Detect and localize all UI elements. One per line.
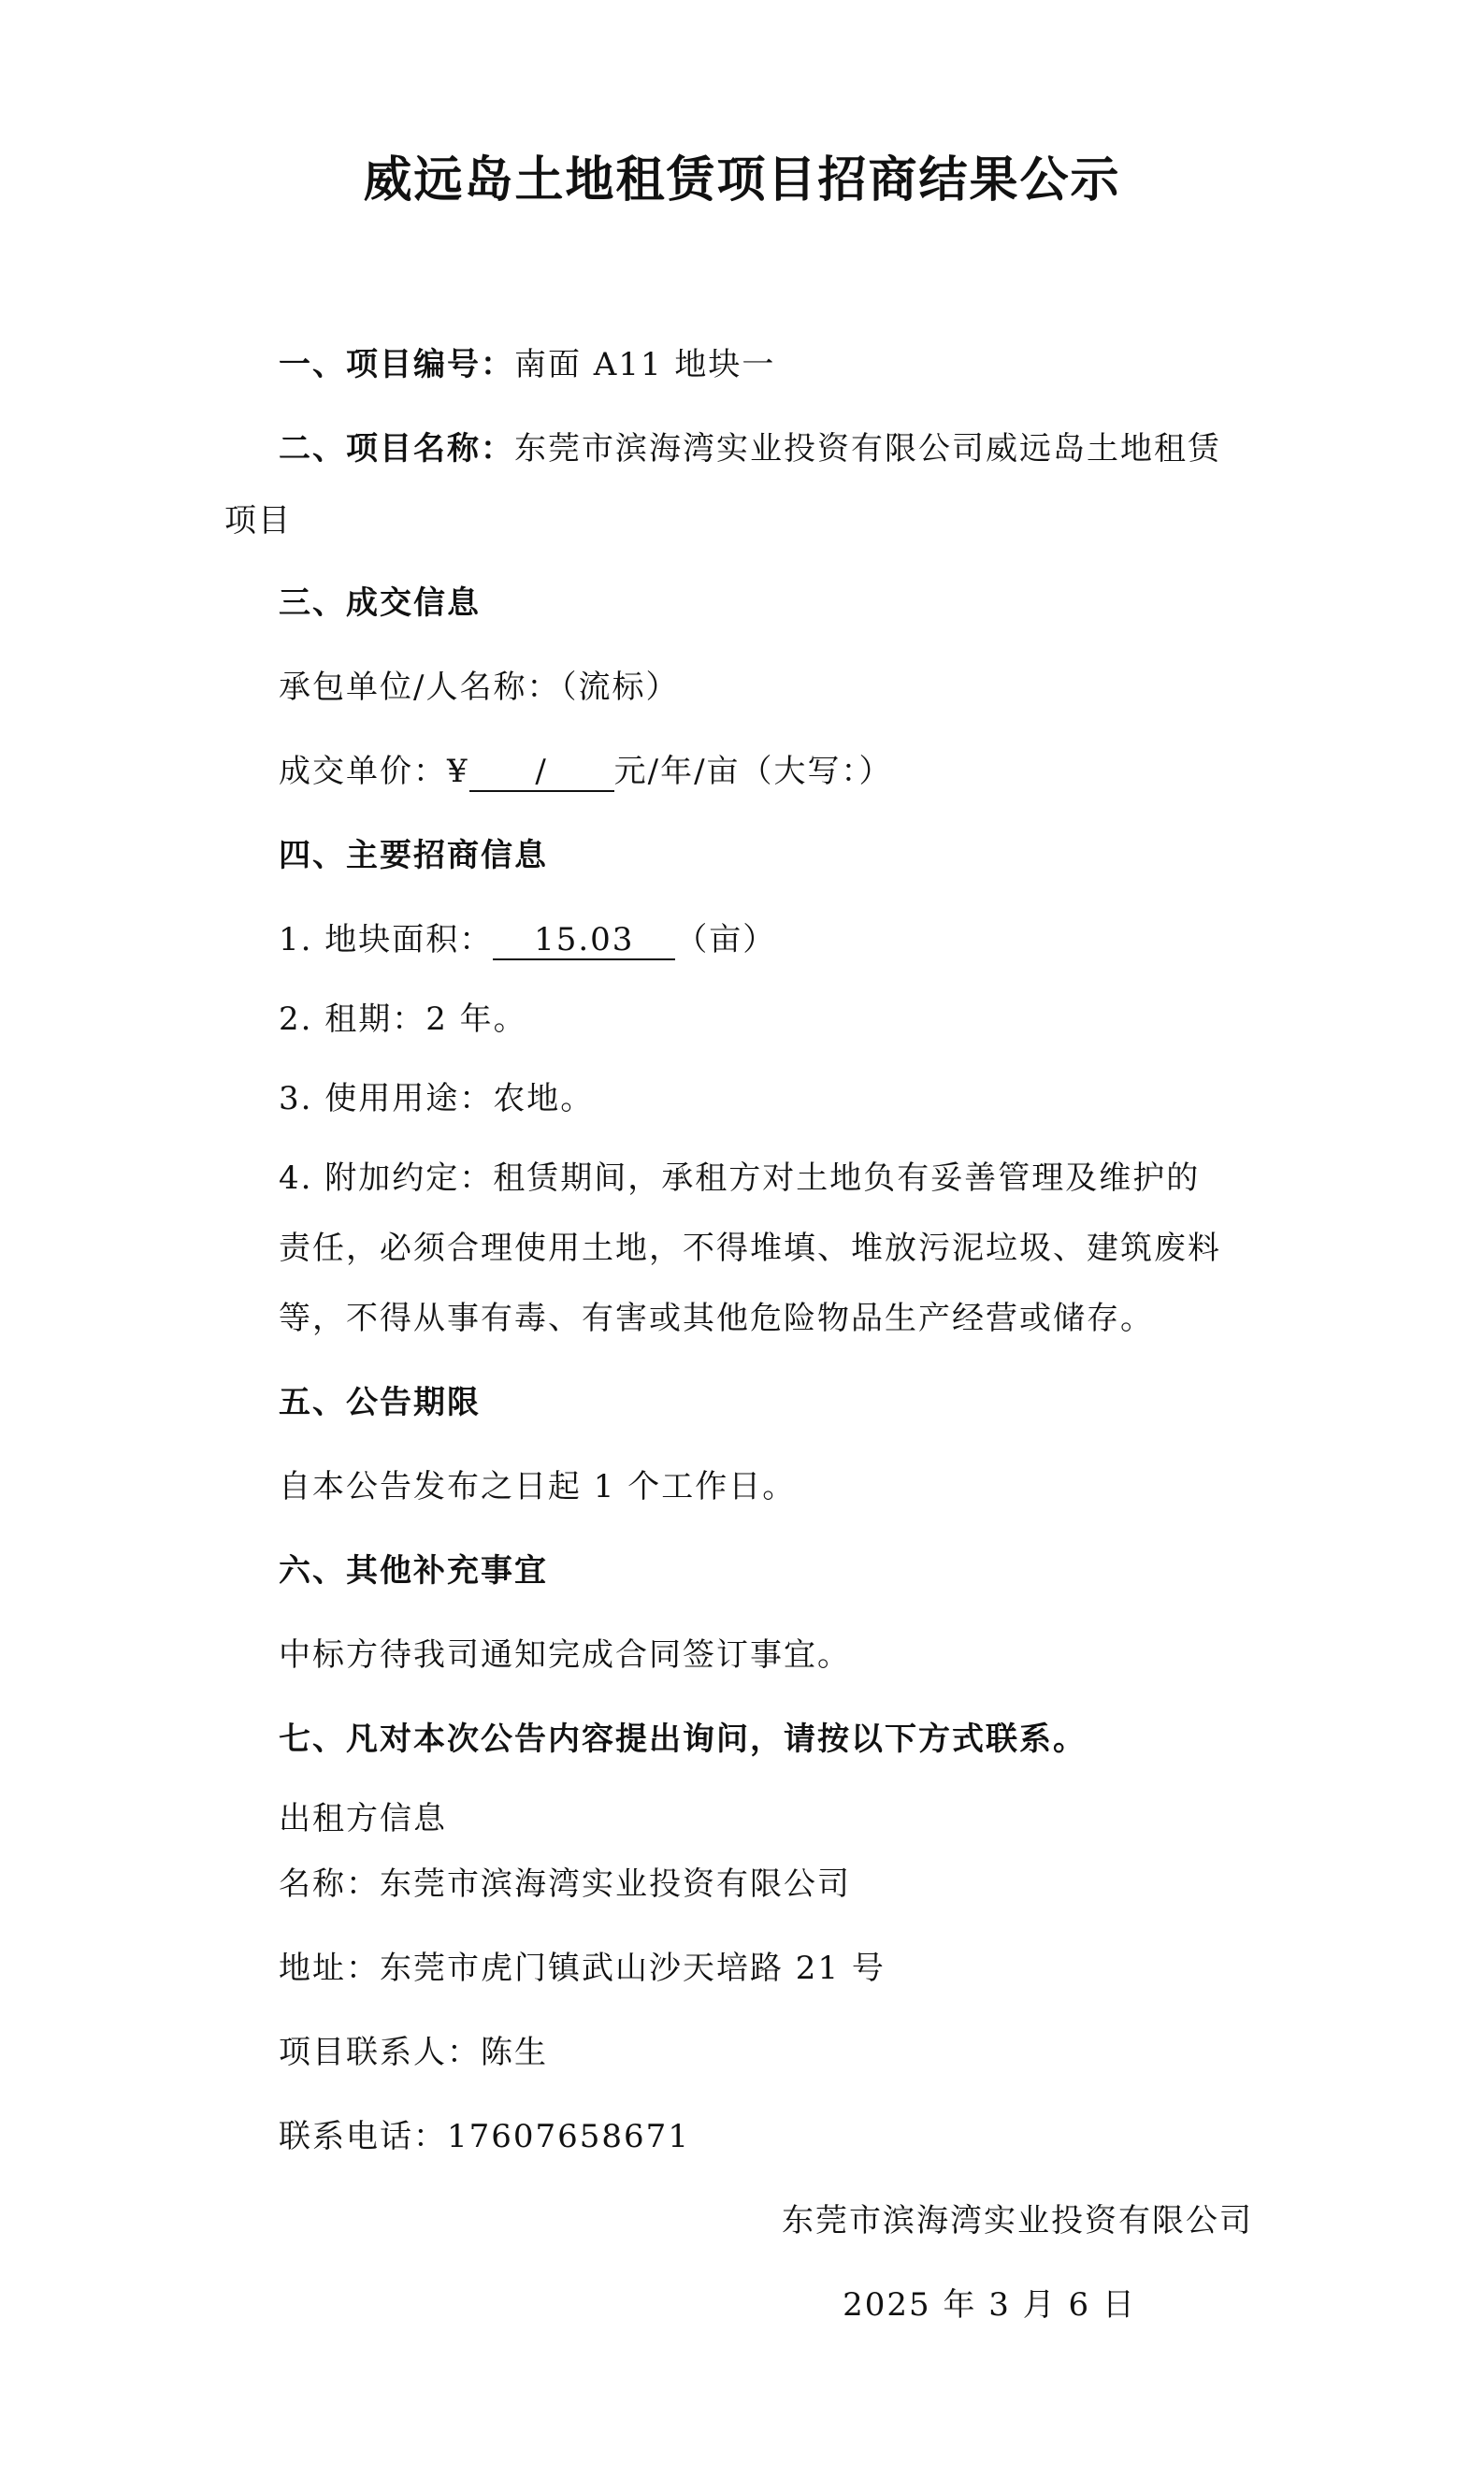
lease-term-line: 2. 租期：2 年。 xyxy=(279,1001,527,1038)
price-label: 成交单价：¥ xyxy=(279,753,469,790)
other-matters-text: 中标方待我司通知完成合同签订事宜。 xyxy=(279,1636,851,1674)
price-value: / xyxy=(469,753,614,792)
project-number-value: 南面 A11 地块一 xyxy=(514,346,776,383)
notice-period-text: 自本公告发布之日起 1 个工作日。 xyxy=(279,1468,797,1505)
signature-company: 东莞市滨海湾实业投资有限公司 xyxy=(782,2202,1253,2239)
price-unit: 元/年/亩（大写：） xyxy=(613,753,893,790)
lessor-info-label: 出租方信息 xyxy=(279,1800,447,1837)
extra-terms-line-3: 等，不得从事有毒、有害或其他危险物品生产经营或储存。 xyxy=(279,1300,1154,1337)
project-name-line xyxy=(279,430,1221,468)
area-value: 15.03 xyxy=(493,921,675,960)
price-line xyxy=(279,753,893,792)
project-name-line-2: 项目 xyxy=(224,502,292,540)
area-unit: （亩） xyxy=(675,921,777,958)
usage-line: 3. 使用用途：农地。 xyxy=(279,1080,595,1117)
main-info-heading: 四、主要招商信息 xyxy=(279,837,548,874)
area-line xyxy=(279,921,776,960)
project-name-label: 二、项目名称： xyxy=(279,430,514,468)
deal-info-heading: 三、成交信息 xyxy=(279,584,481,622)
project-name-value-1: 东莞市滨海湾实业投资有限公司威远岛土地租赁 xyxy=(514,430,1221,468)
page-title: 威远岛土地租赁项目招商结果公示 xyxy=(363,151,1121,209)
extra-terms-line-2: 责任，必须合理使用土地，不得堆填、堆放污泥垃圾、建筑废料 xyxy=(279,1230,1221,1267)
project-number-label: 一、项目编号： xyxy=(279,346,514,383)
extra-terms-line-1: 4. 附加约定：租赁期间，承租方对土地负有妥善管理及维护的 xyxy=(279,1159,1201,1197)
contact-heading: 七、凡对本次公告内容提出询问，请按以下方式联系。 xyxy=(279,1721,1087,1758)
notice-period-heading: 五、公告期限 xyxy=(279,1384,481,1421)
contact-person: 项目联系人：陈生 xyxy=(279,2034,548,2071)
contact-phone: 联系电话：17607658671 xyxy=(279,2118,690,2155)
area-label: 1. 地块面积： xyxy=(279,921,494,958)
contractor-line xyxy=(279,669,679,706)
signature-date: 2025 年 3 月 6 日 xyxy=(843,2286,1136,2324)
contractor-value: （流标） xyxy=(560,669,680,706)
lessor-name: 名称：东莞市滨海湾实业投资有限公司 xyxy=(279,1865,851,1903)
contractor-label: 承包单位/人名称： xyxy=(279,669,561,706)
other-matters-heading: 六、其他补充事宜 xyxy=(279,1552,548,1590)
project-number-line xyxy=(279,346,775,383)
lessor-address: 地址：东莞市虎门镇武山沙天培路 21 号 xyxy=(279,1950,886,1987)
